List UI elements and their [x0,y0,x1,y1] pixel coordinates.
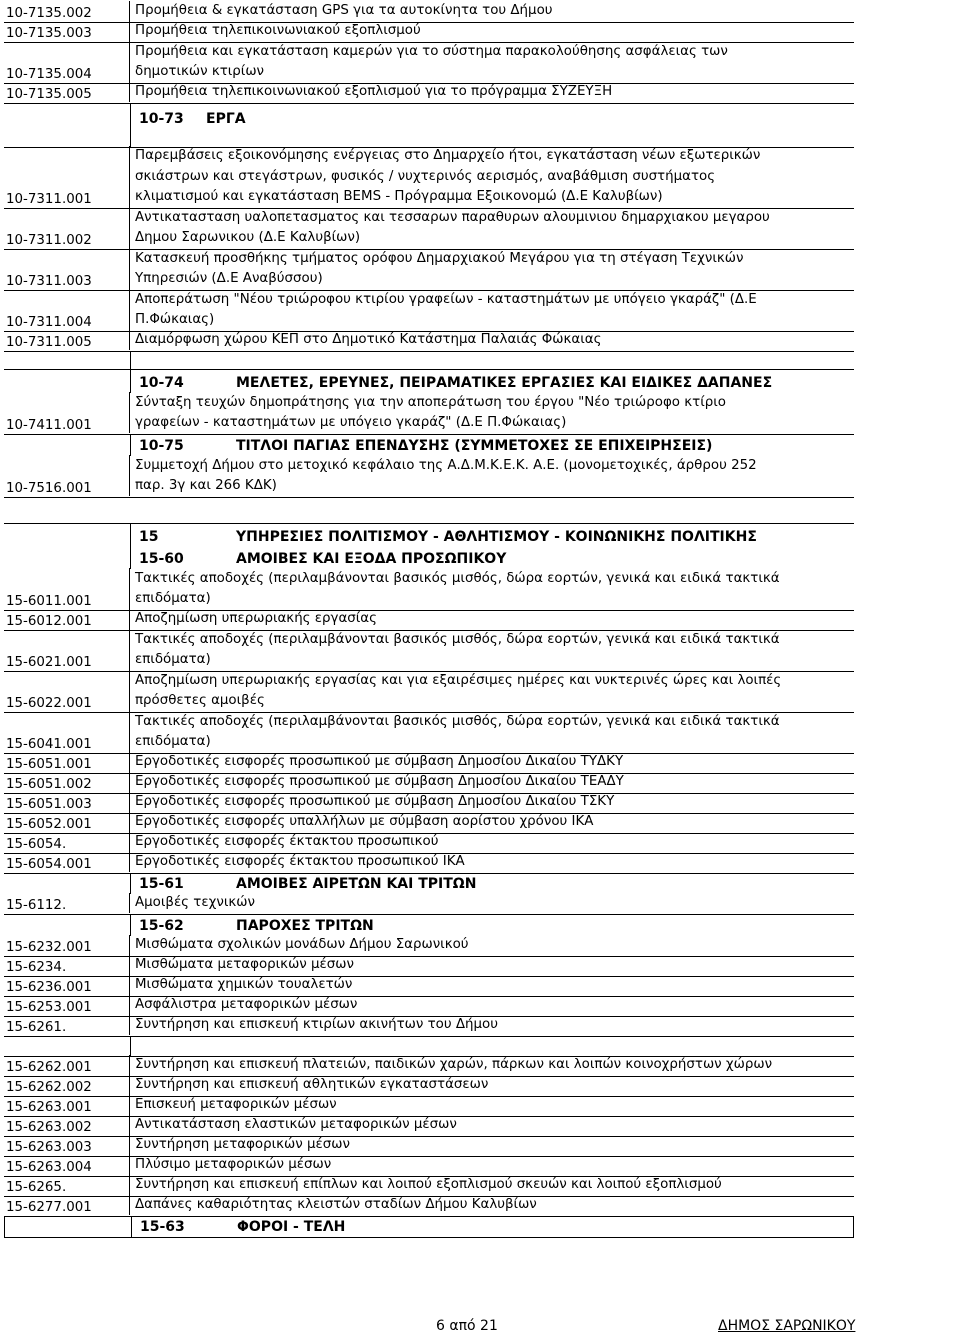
account-description [135,792,857,812]
account-code-cell [4,955,130,975]
account-description [135,82,857,102]
description-line: Τακτικές αποδοχές (περιλαμβάνονται βασικός μισθός, δώρα εορτών, γενικά και ειδικά τακτικά [135,570,780,586]
section-header-15 [4,523,854,547]
account-description [135,290,857,330]
account-code: 15-6261. [6,1020,67,1035]
section-title: ΕΡΓΑ [206,111,246,127]
account-code-cell [4,207,130,248]
description-line: Διαμόρφωση χώρου ΚΕΠ στο Δημοτικό Κατάστημα Παλαιάς Φώκαιας [135,331,602,347]
description-line: Συντήρηση και επισκευή επίπλων και λοιπού εξοπλισμού σκευών και λοιπού εξοπλισμού [135,1176,722,1192]
description-line: Υπηρεσιών (Δ.Ε Αναβύσσου) [135,270,323,286]
account-code-cell [4,568,130,609]
description-line: Εργοδοτικές εισφορές υπαλλήλων με σύμβαση αορίστου χρόνου ΙΚΑ [135,813,594,829]
description-line: Προμήθεια τηλεπικοινωνιακού εξοπλισμού [135,22,421,38]
section-header-15-61 [4,873,854,894]
account-code: 15-6236.001 [6,980,92,995]
table-row [4,208,854,250]
account-code: 15-6277.001 [6,1200,92,1215]
description-line: Αποζημίωση υπερωριακής εργασίας και για εξαιρέσιμες ημέρες και νυκτερινές ώρες και λοιπές [135,672,782,688]
account-code: 15-6112. [6,898,67,913]
column-divider [130,873,131,894]
table-row [4,630,854,672]
account-code-cell [4,752,130,772]
section-title: ΥΠΗΡΕΣΙΕΣ ΠΟΛΙΤΙΣΜΟΥ - ΑΘΛΗΤΙΣΜΟΥ - ΚΟΙΝΩΝΙΚΗΣ ΠΟΛΙΤΙΚΗΣ [236,529,757,545]
column-divider [130,103,131,129]
account-code: 15-6051.002 [6,777,92,792]
account-description [135,1015,857,1035]
account-code-cell [4,893,130,913]
spacer-row [4,351,854,370]
table-row [4,42,854,84]
account-code-cell [4,146,130,207]
account-code: 15-6054.001 [6,857,92,872]
description-line: πρόσθετες αμοιβές [135,692,265,708]
description-line: Δημου Σαρωνικου (Δ.Ε Καλυβίων) [135,229,361,245]
account-code: 10-7411.001 [6,418,92,433]
account-code: 10-7135.004 [6,67,92,82]
account-description [135,1135,857,1155]
description-line: Μισθώματα σχολικών μονάδων Δήμου Σαρωνικού [135,936,469,952]
description-line: παρ. 3γ και 266 ΚΔΚ) [135,477,277,493]
table-row [4,569,854,611]
account-code-cell [4,1195,130,1215]
description-line: Συντήρηση και επισκευή αθλητικών εγκαταστάσεων [135,1076,489,1092]
description-line: Συντήρηση και επισκευή πλατειών, παιδικών χαρών, πάρκων και λοιπών κοινοχρήστων χώρων [135,1056,773,1072]
description-line: Συντήρηση και επισκευή κτιρίων ακινήτων του Δήμου [135,1016,498,1032]
description-line: Παρεμβάσεις εξοικονόμησης ενέργειας στο Δημαρχείο ήτοι, εγκατάσταση νέων εξωτερικών [135,148,761,164]
description-line: επιδόματα) [135,590,211,606]
table-row [4,610,854,631]
account-code-cell [4,1075,130,1095]
account-description [135,752,857,772]
municipality-name: ΔΗΜΟΣ ΣΑΡΩΝΙΚΟΥ [718,1318,856,1334]
account-code-cell [4,772,130,792]
description-line: Δαπάνες καθαριότητας κλειστών σταδίων Δήμου Καλυβίων [135,1196,537,1212]
section-title: ΠΑΡΟΧΕΣ ΤΡΙΤΩΝ [236,918,374,934]
description-line: Προμήθεια τηλεπικοινωνιακού εξοπλισμού για το πρόγραμμα ΣΥΖΕΥΞΗ [135,83,613,99]
description-line: Πλύσιμο μεταφορικών μέσων [135,1156,332,1172]
account-description [135,146,857,207]
account-code: 15-6262.001 [6,1060,92,1075]
section-title: ΤΙΤΛΟΙ ΠΑΓΙΑΣ ΕΠΕΝΔΥΣΗΣ (ΣΥΜΜΕΤΟΧΕΣ ΣΕ ΕΠΙΧΕΙΡΗΣΕΙΣ) [236,438,713,454]
description-line: επιδόματα) [135,651,211,667]
account-description [135,1115,857,1135]
table-row [4,894,854,915]
account-description [135,975,857,995]
description-line: Εργοδοτικές εισφορές προσωπικού με σύμβαση Δημοσίου Δικαίου ΤΥΔΚΥ [135,753,624,769]
section-title: ΜΕΛΕΤΕΣ, ΕΡΕΥΝΕΣ, ΠΕΙΡΑΜΑΤΙΚΕΣ ΕΡΓΑΣΙΕΣ ΚΑΙ ΕΙΔΙΚΕΣ ΔΑΠΑΝΕΣ [236,375,773,391]
account-code-cell [4,812,130,832]
description-line: Π.Φώκαιας) [135,311,215,327]
table-row [4,22,854,43]
account-code-cell [4,1015,130,1035]
account-description [135,1175,857,1195]
table-row [4,1196,854,1217]
account-description [135,893,857,913]
account-code: 15-6021.001 [6,655,92,670]
account-code: 10-7135.003 [6,26,92,41]
account-description [135,772,857,792]
section-number: 15-63 [140,1219,185,1235]
account-code-cell [4,289,130,330]
account-description [135,1055,857,1075]
section-header-15-63 [4,1216,854,1238]
account-description [135,832,857,852]
table-row [4,1016,854,1037]
account-code-cell [4,330,130,350]
description-line: Αμοιβές τεχνικών [135,894,255,910]
account-code: 15-6022.001 [6,696,92,711]
description-line: Εργοδοτικές εισφορές έκτακτου προσωπικού ΙΚΑ [135,853,465,869]
account-description [135,852,857,872]
account-description [135,935,857,955]
account-code: 10-7311.003 [6,274,92,289]
description-line: Επισκευή μεταφορικών μέσων [135,1096,337,1112]
section-number: 15-61 [139,876,184,892]
column-divider [130,434,131,456]
account-code-cell [4,21,130,41]
table-row [4,853,854,874]
account-code: 15-6232.001 [6,940,92,955]
account-code: 15-6011.001 [6,594,92,609]
description-line: Προμήθεια και εγκατάσταση καμερών για το σύστημα παρακολούθησης ασφάλειας των [135,43,728,59]
section-header-10-73 [4,103,854,129]
column-divider [130,914,131,936]
account-code: 15-6012.001 [6,614,92,629]
description-line: Συμμετοχή Δήμου στο μετοχικό κεφάλαιο της Α.Δ.Μ.Κ.Ε.Κ. Α.Ε. (μονομετοχικές, άρθρου 252 [135,457,757,473]
account-code-cell [4,711,130,752]
account-code: 10-7311.005 [6,335,92,350]
table-row [4,249,854,291]
section-number: 10-74 [139,375,184,391]
page-number: 6 από 21 [436,1318,498,1334]
column-divider [130,523,131,547]
account-code-cell [4,1,130,21]
account-code-cell [4,1135,130,1155]
section-header-10-75 [4,434,854,456]
account-description [135,1155,857,1175]
account-description [135,1195,857,1215]
column-divider [130,129,131,147]
description-line: Αντικατάσταση ελαστικών μεταφορικών μέσων [135,1116,457,1132]
account-code: 15-6253.001 [6,1000,92,1015]
table-row [4,83,854,104]
account-code: 15-6262.002 [6,1080,92,1095]
header-code-cell [5,1217,132,1237]
account-description [135,609,857,629]
column-divider [130,351,131,369]
section-title: ΦΟΡΟΙ - ΤΕΛΗ [237,1219,346,1235]
table-row [4,712,854,754]
section-header-10-74 [4,369,854,393]
description-line: Ασφάλιστρα μεταφορικών μέσων [135,996,358,1012]
account-code-cell [4,935,130,955]
account-code: 15-6054. [6,837,67,852]
account-code: 10-7311.001 [6,192,92,207]
account-code: 15-6263.001 [6,1100,92,1115]
account-description [135,456,857,496]
account-code: 10-7311.004 [6,315,92,330]
account-description [135,208,857,248]
table-row [4,456,854,498]
account-code-cell [4,1055,130,1075]
account-description [135,393,857,433]
section-header-15-62 [4,914,854,936]
table-row [4,147,854,209]
description-line: Μισθώματα χημικών τουαλετών [135,976,353,992]
account-code: 10-7135.005 [6,87,92,102]
account-description [135,630,857,670]
account-description [135,569,857,609]
description-line: Σύνταξη τευχών δημοπράτησης για την αποπεράτωση του έργου "Νέο τριώροφο κτίριο [135,394,726,410]
description-line: κλιματισμού και εγκατάσταση BEMS - Πρόγραμμα Εξοικονομώ (Δ.Ε Καλυβίων) [135,188,663,204]
account-description [135,21,857,41]
table-row [4,331,854,352]
section-title: ΑΜΟΙΒΕΣ ΑΙΡΕΤΩΝ ΚΑΙ ΤΡΙΤΩΝ [236,876,477,892]
description-line: Αντικατασταση υαλοπετασματος και τεσσαρων παραθυρων αλουμινιου δημαρχιακου μεγαρου [135,209,770,225]
account-code: 15-6052.001 [6,817,92,832]
account-code-cell [4,41,130,82]
account-code-cell [4,832,130,852]
description-line: σκιάστρων και στεγάστρων, φυσικός / νυχτερινός αερισμός, αναβάθμιση συστήματος [135,168,716,184]
section-number: 10-73 [139,111,184,127]
column-divider [130,1036,131,1056]
account-description [135,249,857,289]
account-description [135,712,857,752]
description-line: Αποπεράτωση "Νέου τριώροφου κτιρίου γραφείων - καταστημάτων με υπόγειο γκαράζ" (Δ.Ε [135,291,757,307]
table-row [4,393,854,435]
section-number: 15-60 [139,551,184,567]
account-description [135,1,857,21]
table-row [4,290,854,332]
description-line: επιδόματα) [135,733,211,749]
section-number: 15-62 [139,918,184,934]
spacer-row [4,129,854,148]
description-line: Εργοδοτικές εισφορές προσωπικού με σύμβαση Δημοσίου Δικαίου ΤΣΚΥ [135,793,615,809]
description-line: γραφείων - καταστημάτων με υπόγειο γκαράζ" (Δ.Ε Π.Φώκαιας) [135,414,567,430]
description-line: Εργοδοτικές εισφορές προσωπικού με σύμβαση Δημοσίου Δικαίου ΤΕΑΔΥ [135,773,624,789]
section-number: 15 [139,529,159,545]
account-code: 15-6234. [6,960,67,975]
column-divider [130,547,131,569]
account-description [135,671,857,711]
description-line: δημοτικών κτιρίων [135,63,265,79]
account-description [135,1095,857,1115]
description-line: Αποζημίωση υπερωριακής εργασίας [135,610,377,626]
account-code-cell [4,248,130,289]
account-description [135,995,857,1015]
table-row [4,671,854,713]
account-code: 15-6263.003 [6,1140,92,1155]
account-code-cell [4,455,130,496]
account-code: 10-7516.001 [6,481,92,496]
account-code: 10-7135.002 [6,6,92,21]
description-line: Συντήρηση μεταφορικών μέσων [135,1136,350,1152]
account-code: 15-6051.001 [6,757,92,772]
account-description [135,812,857,832]
account-code-cell [4,792,130,812]
account-code-cell [4,609,130,629]
account-code-cell [4,82,130,102]
account-code: 15-6265. [6,1180,67,1195]
account-code-cell [4,1175,130,1195]
account-code-cell [4,995,130,1015]
spacer-row [4,497,854,524]
account-code: 15-6041.001 [6,737,92,752]
account-code-cell [4,1095,130,1115]
description-line: Κατασκευή προσθήκης τμήματος ορόφου Δημαρχιακού Μεγάρου για τη στέγαση Τεχνικών [135,250,744,266]
account-code-cell [4,629,130,670]
description-line: Εργοδοτικές εισφορές έκτακτου προσωπικού [135,833,439,849]
account-code: 15-6263.002 [6,1120,92,1135]
description-line: Τακτικές αποδοχές (περιλαμβάνονται βασικός μισθός, δώρα εορτών, γενικά και ειδικά τακτικά [135,631,780,647]
description-line: Μισθώματα μεταφορικών μέσων [135,956,354,972]
section-number: 10-75 [139,438,184,454]
account-code-cell [4,852,130,872]
account-description [135,330,857,350]
account-code-cell [4,670,130,711]
account-code-cell [4,975,130,995]
account-code: 10-7311.002 [6,233,92,248]
account-code: 15-6051.003 [6,797,92,812]
section-header-15-60 [4,547,854,569]
description-line: Προμήθεια & εγκατάσταση GPS για τα αυτοκίνητα του Δήμου [135,2,553,18]
account-code-cell [4,392,130,433]
account-description [135,955,857,975]
section-title: ΑΜΟΙΒΕΣ ΚΑΙ ΕΞΟΔΑ ΠΡΟΣΩΠΙΚΟΥ [236,551,507,567]
account-code-cell [4,1155,130,1175]
description-line: Τακτικές αποδοχές (περιλαμβάνονται βασικός μισθός, δώρα εορτών, γενικά και ειδικά τακτικά [135,713,780,729]
account-code: 15-6263.004 [6,1160,92,1175]
account-description [135,1075,857,1095]
column-divider [130,369,131,393]
account-description [135,42,857,82]
account-code-cell [4,1115,130,1135]
